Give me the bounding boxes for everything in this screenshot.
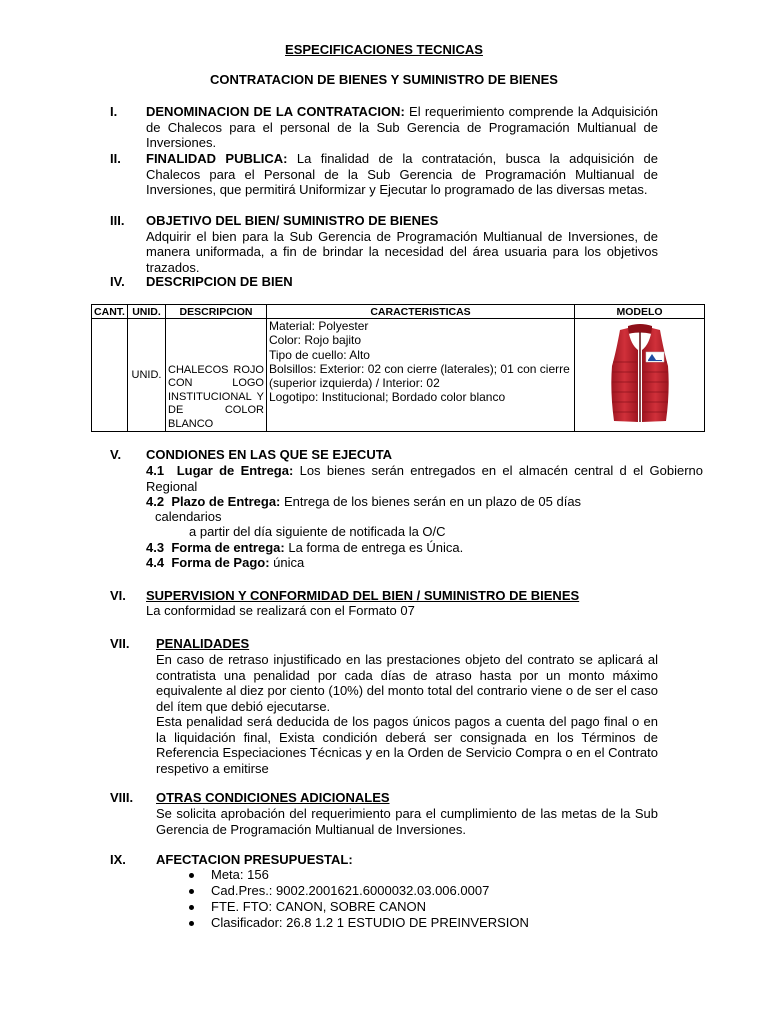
condition-4-2-number: 4.2 [146, 494, 165, 509]
section-7-number: VII. [110, 636, 130, 651]
condition-4-2-cont1: calendarios [155, 509, 222, 524]
section-2-text: La finalidad de la contratación, busca la adquisición de Chalecos para el Personal de la Sub Gerencia de Programación Multianual de Inversiones, que permitirá Uniformizar y Ejecutar lo programado de las diversas metas. [146, 151, 658, 197]
table-row [92, 319, 705, 432]
budget-fte: FTE. FTO: CANON, SOBRE CANON [211, 899, 427, 914]
charac-logotipo: Logotipo: Institucional; Bordado color blanco [269, 390, 506, 405]
section-2-number: II. [110, 151, 121, 166]
bullet-icon [189, 889, 194, 894]
header-descripcion: DESCRIPCION [166, 305, 267, 319]
charac-bolsillos: Bolsillos: Exterior: 02 con cierre (laterales); 01 con cierre (superior izquierda) / Interior: 02 [269, 361, 570, 391]
header-unid: UNID. [128, 305, 166, 319]
section-6-number: VI. [110, 588, 126, 603]
section-3-paragraph [146, 213, 658, 275]
section-5-number: V. [110, 447, 122, 462]
condition-4-1-label: Lugar de Entrega: [176, 463, 294, 478]
bullet-icon [189, 905, 194, 910]
condition-4-1-number: 4.1 [146, 463, 165, 478]
section-7-paragraph-1: En caso de retraso injustificado en las prestaciones objeto del contrato se aplicará al contratista una penalidad por cada días de atraso hasta por un monto máximo equivalente al diez por ciento (10%) del monto total del contrario viene o de ser el caso del ítem que debió ejecutarse. [156, 652, 658, 714]
section-3-text: Adquirir el bien para la Sub Gerencia de Programación Multianual de Inversiones, de manera uniformada, a fin de brindar la necesidad del área usuaria para los objetivos trazados. [146, 228, 658, 275]
header-caracteristicas: CARACTERISTICAS [267, 305, 575, 319]
condition-4-2 [146, 494, 581, 510]
list-item [183, 883, 529, 899]
table-header-row [92, 305, 705, 319]
section-2-paragraph [146, 151, 658, 198]
bullet-icon [189, 921, 194, 926]
condition-4-4 [146, 555, 304, 571]
section-6-text: La conformidad se realizará con el Formato 07 [146, 603, 415, 618]
section-8-number: VIII. [110, 790, 134, 805]
condition-4-4-text: única [269, 555, 305, 570]
list-item [183, 899, 529, 915]
condition-4-4-number: 4.4 [146, 555, 165, 570]
condition-4-3 [146, 540, 463, 556]
header-cant: CANT. [92, 305, 128, 319]
condition-4-1 [146, 463, 703, 494]
charac-cuello: Tipo de cuello: Alto [269, 347, 370, 362]
condition-4-2-text: Entrega de los bienes serán en un plazo de 05 días [280, 494, 582, 509]
section-8-heading: OTRAS CONDICIONES ADICIONALES [156, 790, 390, 805]
cell-modelo [575, 319, 705, 432]
section-9-number: IX. [110, 852, 126, 867]
condition-4-3-label: Forma de entrega: [171, 540, 285, 555]
section-3-number: III. [110, 213, 125, 228]
section-4-number: IV. [110, 274, 125, 289]
header-modelo: MODELO [575, 305, 705, 319]
condition-4-4-label: Forma de Pago: [171, 555, 270, 570]
cell-unid: UNID. [128, 319, 166, 432]
section-6-heading: SUPERVISION Y CONFORMIDAD DEL BIEN / SUMINISTRO DE BIENES [146, 588, 580, 603]
section-7-paragraph-2: Esta penalidad será deducida de los pagos únicos pagos a cuenta del pago final o en la liquidación final, Exista condición deberá ser consignada en los Términos de Referencia Especiaciones Técnicas y en la Orden de Servicio Compra o en el Contrato respetivo a emitirse [156, 714, 658, 776]
section-1-number: I. [110, 104, 118, 119]
budget-clasificador: Clasificador: 26.8 1.2 1 ESTUDIO DE PREINVERSION [211, 915, 529, 930]
bullet-icon [189, 873, 194, 878]
document-title: ESPECIFICACIONES TECNICAS [285, 42, 483, 57]
condition-4-3-number: 4.3 [146, 540, 165, 555]
section-7-heading: PENALIDADES [156, 636, 250, 651]
section-1-text: El requerimiento comprende la Adquisición de Chalecos para el personal de la Sub Gerencia de Programación Multianual de Inversiones. [146, 104, 659, 150]
budget-cadpres: Cad.Pres.: 9002.2001621.6000032.03.006.0007 [211, 883, 490, 898]
charac-color: Color: Rojo bajito [269, 333, 362, 348]
charac-material: Material: Polyester [269, 319, 369, 333]
section-1-heading: DENOMINACION DE LA CONTRATACION: [146, 104, 405, 119]
list-item [183, 915, 529, 931]
section-8-text: Se solicita aprobación del requerimiento para el cumplimiento de las metas de la Sub Gerencia de Programación Multianual de Inversiones. [156, 806, 658, 837]
list-item [183, 867, 529, 883]
cell-descripcion: CHALECOS ROJO CON LOGO INSTITUCIONAL Y DE COLOR BLANCO [166, 319, 267, 432]
section-9-heading: AFECTACION PRESUPUESTAL: [156, 852, 353, 867]
section-2-heading: FINALIDAD PUBLICA: [146, 151, 288, 166]
budget-list [183, 867, 529, 931]
condition-4-3-text: La forma de entrega es Única. [284, 540, 464, 555]
cell-cant [92, 319, 128, 432]
section-1-paragraph [146, 104, 658, 151]
condition-4-1-text: Los bienes serán entregados en el almacén central d el Gobierno Regional [146, 463, 703, 494]
document-subtitle: CONTRATACION DE BIENES Y SUMINISTRO DE BIENES [210, 72, 558, 87]
budget-meta: Meta: 156 [211, 867, 269, 882]
condition-4-2-label: Plazo de Entrega: [171, 494, 281, 509]
section-4-heading: DESCRIPCION DE BIEN [146, 274, 293, 289]
condition-4-2-cont2: a partir del día siguiente de notificada la O/C [189, 524, 446, 539]
cell-caracteristicas [267, 319, 575, 432]
section-3-heading: OBJETIVO DEL BIEN/ SUMINISTRO DE BIENES [146, 213, 439, 228]
section-5-heading: CONDIONES EN LAS QUE SE EJECUTA [146, 447, 393, 462]
red-vest-image [606, 322, 674, 426]
description-table [91, 304, 705, 432]
